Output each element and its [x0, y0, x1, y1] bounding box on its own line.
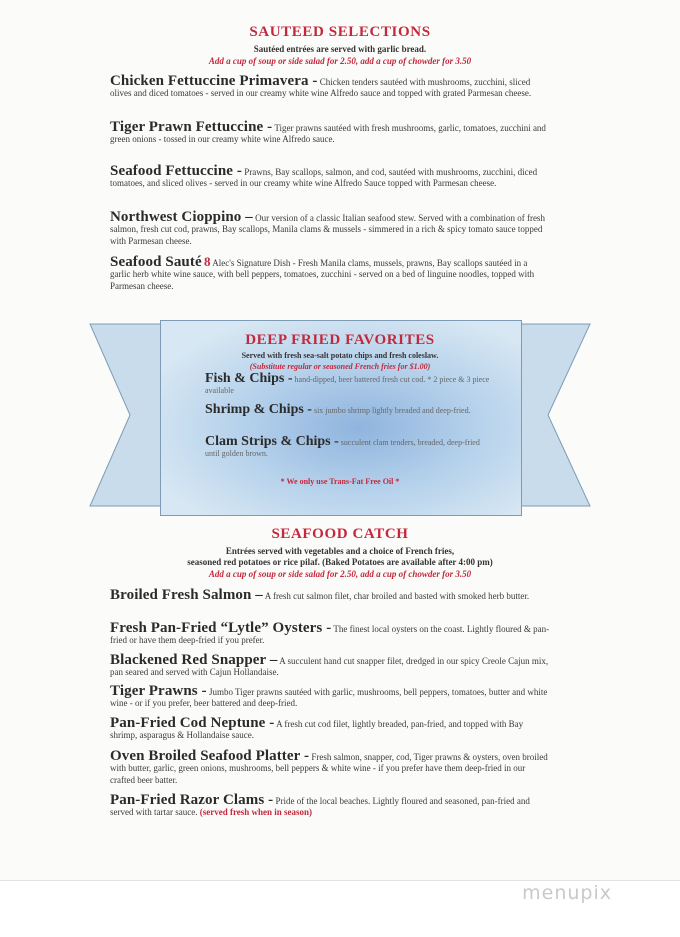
item-name: Seafood Fettuccine - — [110, 163, 242, 179]
sauteed-title: SAUTEED SELECTIONS — [249, 24, 431, 40]
watermark: menupix — [522, 882, 612, 904]
seafood-catch-subtitle-2: seasoned red potatoes or rice pilaf. (Baked Potatoes are available after 4:00 pm) — [187, 557, 493, 567]
item-desc: Our version of a classic Italian seafood stew. Served with a combination of fresh salmon, fresh cut cod, prawns, Bay scallops, Manila clams & mussels - simmered in a rich & spicy tomato sauce topped with Parmesan cheese. — [110, 213, 545, 246]
item-name: Chicken Fettuccine Primavera - — [110, 73, 318, 89]
menu-item — [205, 402, 495, 417]
menu-item — [110, 792, 550, 819]
menu-item — [110, 163, 550, 190]
menu-item — [110, 620, 550, 647]
item-desc: A succulent hand cut snapper filet, dredged in our spicy Creole Cajun mix, pan seared and served with Cajun Hollandaise. — [110, 656, 549, 678]
menu-item — [110, 119, 550, 146]
menu-item — [110, 587, 550, 603]
deep-fried-substitute: (Substitute regular or seasoned French fries for $1.00) — [249, 362, 431, 371]
item-name: Tiger Prawns - — [110, 683, 207, 699]
item-desc: Jumbo Tiger prawns sautéed with garlic, mushrooms, bell peppers, tomatoes, butter and white wine - or if you prefer, beer battered and deep-fried. — [110, 687, 548, 709]
signature-mark: 8 — [203, 254, 211, 269]
menu-item — [205, 371, 495, 396]
item-desc: A fresh cut salmon filet, char broiled and basted with smoked herb butter. — [264, 591, 530, 601]
item-name: Fish & Chips - — [205, 371, 293, 386]
seafood-catch-subtitle-1: Entrées served with vegetables and a choice of French fries, — [225, 546, 455, 556]
oil-note: * We only use Trans-Fat Free Oil * — [280, 477, 400, 486]
item-desc: Chicken tenders sautéed with mushrooms, zucchini, sliced olives and diced tomatoes - served in our creamy white wine Alfredo sauce and topped with grated Parmesan cheese. — [110, 77, 532, 99]
item-name: Fresh Pan-Fried “Lytle” Oysters - — [110, 620, 332, 636]
menu-item — [110, 209, 550, 247]
menu-item — [110, 256, 550, 292]
item-desc: six jumbo shrimp lightly breaded and deep-fried. — [313, 406, 471, 415]
item-name: Pan-Fried Razor Clams - — [110, 792, 274, 808]
item-name: Shrimp & Chips - — [205, 402, 312, 417]
menu-item — [110, 73, 550, 100]
item-desc: Pride of the local beaches. Lightly floured and seasoned, pan-fried and served with tartar sauce. — [110, 796, 530, 818]
deep-fried-title: DEEP FRIED FAVORITES — [245, 332, 435, 348]
seafood-catch-title: SEAFOOD CATCH — [271, 526, 409, 542]
menu-item — [110, 652, 550, 679]
item-desc: hand-dipped, beer battered fresh cut cod. * 2 piece & 3 piece available — [205, 375, 490, 395]
menu-item — [110, 748, 550, 786]
menu-item — [205, 434, 495, 459]
item-name: Oven Broiled Seafood Platter - — [110, 748, 310, 764]
item-name: Pan-Fried Cod Neptune - — [110, 715, 275, 731]
item-name: Tiger Prawn Fettuccine - — [110, 119, 273, 135]
item-desc: Fresh salmon, snapper, cod, Tiger prawns & oysters, oven broiled with butter, garlic, green onions, mushrooms, bell peppers & white wine - if you prefer have them deep-fried in our crafted beer batter. — [110, 752, 548, 785]
menu-item — [110, 683, 550, 710]
item-desc: The finest local oysters on the coast. Lightly floured & pan-fried or have them deep-fried if you prefer. — [110, 624, 550, 646]
item-desc: succulent clam tenders, breaded, deep-fried until golden brown. — [205, 438, 480, 458]
sauteed-addon: Add a cup of soup or side salad for 2.50, add a cup of chowder for 3.50 — [208, 56, 472, 66]
sauteed-subtitle: Sautéed entrées are served with garlic bread. — [253, 44, 427, 54]
item-desc: Tiger prawns sautéed with fresh mushrooms, garlic, tomatoes, zucchini and green onions - tossed in our creamy white wine Alfredo sauce. — [110, 123, 546, 145]
deep-fried-subtitle: Served with fresh sea-salt potato chips and fresh coleslaw. — [241, 351, 439, 360]
item-note: (served fresh when in season) — [199, 807, 313, 818]
item-desc: Prawns, Bay scallops, salmon, and cod, sautéed with mushrooms, zucchini, diced tomatoes, and sliced olives - served in our creamy white wine Alfredo Sauce topped with Parmesan cheese. — [110, 167, 538, 189]
item-desc: A fresh cut cod filet, lightly breaded, pan-fried, and topped with Bay shrimp, asparagus & Hollandaise sauce. — [110, 719, 524, 741]
item-name: Seafood Sauté — [110, 254, 202, 270]
menu-item — [110, 715, 550, 742]
item-name: Clam Strips & Chips - — [205, 434, 339, 449]
item-name: Northwest Cioppino – — [110, 209, 253, 225]
item-name: Blackened Red Snapper – — [110, 652, 278, 668]
item-name: Broiled Fresh Salmon – — [110, 587, 263, 603]
item-desc: Alec's Signature Dish - Fresh Manila clams, mussels, prawns, Bay scallops sautéed in a garlic herb white wine sauce, with bell peppers, tomatoes, zucchini - served on a bed of linguine noodles, topped with Parmesan cheese. — [110, 258, 535, 291]
seafood-catch-addon: Add a cup of soup or side salad for 2.50, add a cup of chowder for 3.50 — [208, 569, 472, 579]
ribbon-panel — [160, 320, 522, 516]
